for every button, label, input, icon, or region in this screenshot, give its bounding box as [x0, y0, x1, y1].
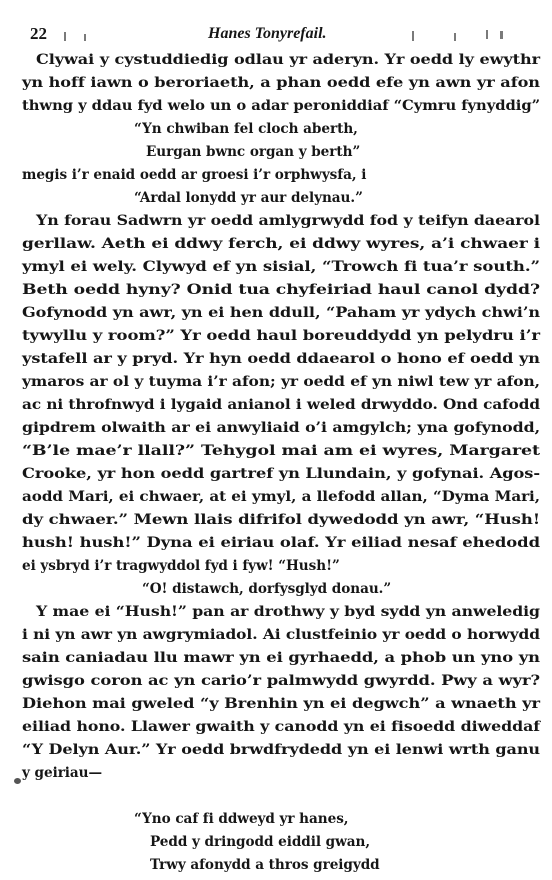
- text-line-content: Diehon mai gweled “y Brenhin yn ei degwch” a wnaeth yr: [22, 696, 540, 712]
- text-line: [22, 190, 540, 213]
- text-line: [22, 696, 540, 719]
- text-line: [22, 236, 540, 259]
- text-line-content: ymaros ar ol y tuyma i’r afon; yr oedd ef yn niwl tew yr afon,: [22, 374, 541, 390]
- text-line-content: Gofynodd yn awr, yn ei hen ddull, “Paham yr ydych chwi’n: [22, 305, 541, 321]
- text-line-content: gerllaw. Aeth ei ddwy ferch, ei ddwy wyres, a’i chwaer i: [22, 236, 540, 252]
- text-line-content: gipdrem olwaith ar ei anwyliaid o’i amgylch; yna gofynodd,: [22, 420, 541, 436]
- page-header: [30, 24, 540, 46]
- text-line-content: Y mae ei “Hush!” pan ar drothwy y byd sydd yn anweledig: [36, 604, 540, 620]
- print-speck: [64, 32, 66, 41]
- text-line: [22, 144, 540, 167]
- text-line: [22, 489, 540, 512]
- text-line: [22, 328, 540, 351]
- text-line-content: Clywai y cystuddiedig odlau yr aderyn. Yr oedd ly ewythr: [36, 52, 541, 68]
- print-speck: [486, 30, 488, 39]
- text-line: [22, 121, 540, 144]
- text-line: [22, 259, 540, 282]
- page-number: 22: [30, 24, 47, 43]
- print-speck: [84, 34, 86, 41]
- text-line: [22, 282, 540, 305]
- text-line-content: “O! distawch, dorfysglyd donau.”: [142, 581, 392, 597]
- running-title: Hanes Tonyrefail.: [208, 25, 327, 42]
- text-line-content: tywyllu y room?” Yr oedd haul boreuddydd yn pelydru i’r: [22, 328, 541, 344]
- text-line: [22, 351, 540, 374]
- text-line: [22, 167, 540, 190]
- text-line-content: thwng y ddau fyd welo un o adar peroniddiaf “Cymru fynyddig”: [22, 98, 541, 114]
- text-line: [22, 52, 540, 75]
- text-line-content: Crooke, yr hon oedd gartref yn Llundain, y gofynai. Agos-: [22, 466, 541, 482]
- text-line-content: “B’le mae’r llall?” Tehygol mai am ei wyres, Margaret: [22, 443, 541, 459]
- text-line: [22, 420, 540, 443]
- text-line: [22, 719, 540, 742]
- print-speck: [454, 33, 456, 41]
- text-line-content: megis i’r enaid oedd ar groesi i’r orphwysfa, i: [22, 167, 367, 183]
- text-line-content: gwisgo coron ac yn cario’r palmwydd gwyrdd. Pwy a wyr?: [22, 673, 541, 689]
- text-line-content: Eurgan bwnc organ y berth”: [146, 144, 361, 160]
- ink-blot: [14, 778, 21, 784]
- text-line: [22, 857, 540, 880]
- text-line: [22, 604, 540, 627]
- print-speck: [500, 31, 503, 39]
- text-line: [22, 397, 540, 420]
- text-line-content: ystafell ar y pryd. Yr hyn oedd ddaearol o hono ef oedd yn: [22, 351, 540, 367]
- text-line: [22, 305, 540, 328]
- text-line: [22, 834, 540, 857]
- text-line-content: “Y Delyn Aur.” Yr oedd brwdfrydedd yn ei lenwi wrth ganu: [22, 742, 541, 758]
- text-line-content: i ni yn awr yn awgrymiadol. Ai clustfeinio yr oedd o horwydd: [22, 627, 540, 643]
- text-line: [22, 627, 540, 650]
- text-line-content: Trwy afonydd a thros greigydd: [150, 857, 380, 873]
- text-line: [22, 673, 540, 696]
- text-line-content: aodd Mari, ei chwaer, at ei ymyl, a llefodd allan, “Dyma Mari,: [22, 489, 540, 505]
- text-line-content: yn hoff iawn o beroriaeth, a phan oedd efe yn awn yr afon: [22, 75, 540, 91]
- text-line: [22, 443, 540, 466]
- text-line-content: “Yn chwiban fel cloch aberth,: [134, 121, 358, 137]
- text-line: [22, 213, 540, 236]
- text-line: [22, 75, 540, 98]
- text-line: [22, 374, 540, 397]
- text-line-content: Yn forau Sadwrn yr oedd amlygrwydd fod y teifyn daearol: [36, 213, 540, 229]
- text-line-content: eiliad hono. Llawer gwaith y canodd yn ei fisoedd diweddaf: [22, 719, 540, 735]
- text-line: [22, 650, 540, 673]
- text-line-content: ac ni throfnwyd i lygaid anianol i weled drwyddo. Ond cafodd: [22, 397, 541, 413]
- body-text: [22, 52, 540, 880]
- text-line: [22, 811, 540, 834]
- text-line: [22, 535, 540, 558]
- text-line-content: Beth oedd hyny? Onid tua chyfeiriad haul canol dydd?: [22, 282, 540, 298]
- print-speck: [412, 31, 414, 41]
- text-line: [22, 788, 540, 811]
- text-line-content: y geiriau—: [22, 765, 103, 781]
- text-line-content: hush! hush!” Dyna ei eiriau olaf. Yr eiliad nesaf ehedodd: [22, 535, 540, 551]
- text-line: [22, 466, 540, 489]
- text-line-content: “Ardal lonydd yr aur delynau.”: [134, 190, 363, 206]
- text-line: [22, 98, 540, 121]
- text-line: [22, 558, 540, 581]
- text-line: [22, 765, 540, 788]
- text-line: [22, 581, 540, 604]
- text-line: [22, 742, 540, 765]
- text-line-content: dy chwaer.” Mewn llais difrifol dywedodd yn awr, “Hush!: [22, 512, 541, 528]
- text-line: [22, 512, 540, 535]
- text-line-content: ymyl ei wely. Clywyd ef yn sisial, “Trowch fi tua’r south.”: [22, 259, 541, 275]
- text-line-content: sain caniadau llu mawr yn ei gyrhaedd, a phob un yno yn: [22, 650, 541, 666]
- text-line-content: ei ysbryd i’r tragwyddol fyd i fyw! “Hush!”: [22, 558, 340, 574]
- text-line-content: Pedd y dringodd eiddil gwan,: [150, 834, 371, 850]
- text-line-content: “Yno caf fi ddweyd yr hanes,: [134, 811, 349, 827]
